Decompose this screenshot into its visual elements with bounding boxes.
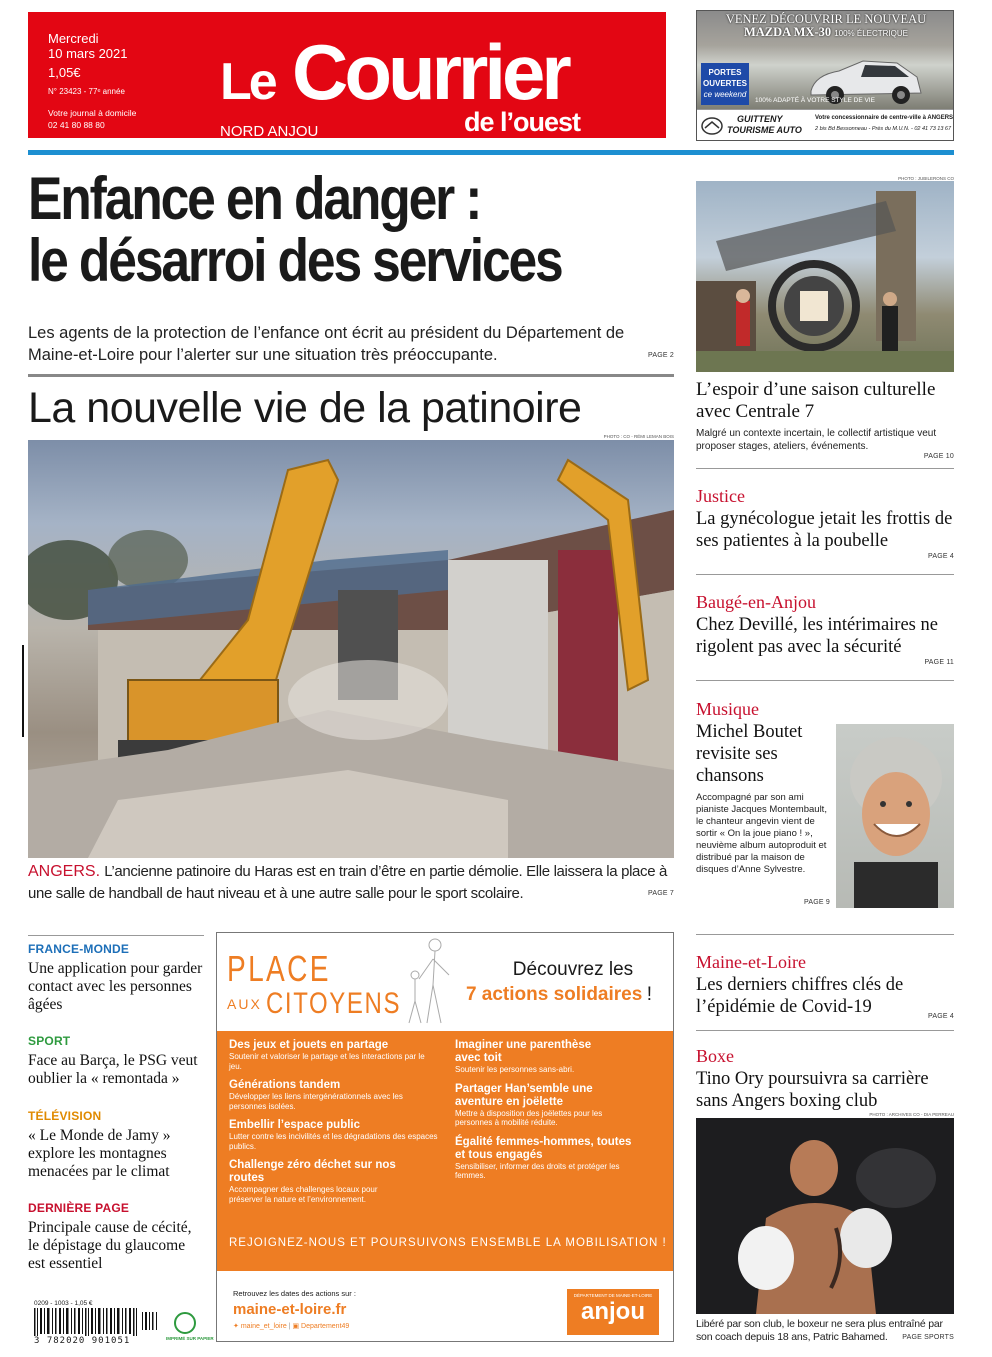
campaign-title2: AUX <box>227 996 262 1012</box>
citizens-illustration-icon <box>397 935 477 1027</box>
campaign-item-embellir[interactable] <box>229 1119 439 1151</box>
bauge-kicker: Baugé-en-Anjou <box>696 592 816 612</box>
campaign-item-title: Challenge zéro déchet sur nos routes <box>229 1159 396 1184</box>
centrale-text: Malgré un contexte incertain, le collectif artistique veut proposer stages, ateliers, événements. <box>696 428 937 452</box>
boxe-photo <box>696 1118 954 1314</box>
lead-page-ref[interactable]: PAGE 2 <box>648 352 674 359</box>
campaign-item-title: Partager Han’semble une aventure en joëlette <box>455 1082 593 1108</box>
demolition-scene-image <box>28 440 674 858</box>
brief-head-france-monde: FRANCE-MONDE <box>28 942 130 956</box>
campaign-item-parenthese[interactable] <box>455 1039 615 1075</box>
campaign-item-egalite[interactable] <box>455 1136 635 1181</box>
patinoire-headline[interactable]: La nouvelle vie de la patinoire <box>28 384 582 432</box>
lead-divider <box>28 374 674 377</box>
recycle-logo-icon <box>174 1312 196 1334</box>
masthead-phone: 02 41 80 88 80 <box>48 120 105 130</box>
ad-badge-line3: ce weekend <box>703 90 747 99</box>
campaign-facebook[interactable]: Departement49 <box>301 1323 350 1330</box>
campaign-item-zero-dechet[interactable] <box>229 1159 409 1204</box>
campaign-site-link[interactable]: maine-et-loire.fr <box>233 1301 347 1318</box>
patinoire-photo <box>28 440 674 858</box>
campaign-discover: Découvrez les <box>512 959 634 980</box>
twitter-icon: ✦ <box>233 1323 239 1330</box>
campaign-item-desc: Lutter contre les incivilités et les dégradations des espaces publics. <box>229 1132 438 1151</box>
campaign-ad[interactable] <box>216 932 674 1342</box>
maine-page-ref[interactable]: PAGE 4 <box>928 1013 954 1020</box>
justice-kicker: Justice <box>696 486 745 506</box>
campaign-item-jeux[interactable] <box>229 1039 439 1071</box>
ad-open-badge <box>701 63 749 105</box>
ad-dealer-address: 2 bis Bd Bessonneau - Près du M.U.N. - 02 41 73 13 67 <box>815 126 952 132</box>
campaign-item-desc: Soutenir les personnes sans-abri. <box>455 1065 575 1074</box>
campaign-item-desc: Accompagner des challenges locaux pour préserver la nature et l’environnement. <box>229 1185 378 1204</box>
centrale7-image <box>696 181 954 372</box>
barcode-price-line: 0209 - 1003 - 1,05 € <box>34 1300 93 1307</box>
lead-standfirst: Les agents de la protection de l’enfance ont écrit au président du Département de Maine-et-Loire pour l’alerter sur une situation très préoccupante. <box>28 324 625 364</box>
patinoire-caption-text: L’ancienne patinoire du Haras est en train d’être en partie démolie. Elle laissera la place à une salle de handball de haut niveau et à une autre salle pour le sport scolaire. <box>28 863 667 902</box>
campaign-twitter[interactable]: maine_et_loire <box>240 1323 287 1330</box>
campaign-item-desc: Sensibiliser, informer des droits et protéger les femmes. <box>455 1161 620 1180</box>
ad-tagline: 100% ADAPTÉ À VOTRE STYLE DE VIE <box>755 97 875 104</box>
maine-kicker: Maine-et-Loire <box>696 952 806 972</box>
masthead-home-delivery: Votre journal à domicile <box>48 108 137 118</box>
brief-text-television[interactable]: « Le Monde de Jamy » explore les montagnes menacées par le climat <box>28 1127 171 1180</box>
bauge-title[interactable]: Chez Devillé, les intérimaires ne rigolent pas avec la sécurité <box>696 615 938 657</box>
campaign-item-title: Embellir l’espace public <box>229 1119 361 1131</box>
campaign-orange-panel <box>217 1031 674 1271</box>
anjou-name: anjou <box>581 1298 645 1325</box>
campaign-actions: 7 actions solidaires <box>465 984 643 1005</box>
campaign-join: REJOIGNEZ-NOUS ET POURSUIVONS ENSEMBLE LA MOBILISATION ! <box>229 1237 667 1249</box>
separator: | <box>288 1323 293 1330</box>
logo-ouest: de l’ouest <box>464 107 581 137</box>
campaign-item-desc: Développer les liens intergénérationnels avec les personnes isolées. <box>229 1092 403 1111</box>
boxe-photo-credit: PHOTO : ARCHIVES CO - DIA PERREAU <box>869 1112 954 1117</box>
ad-badge-line2: OUVERTES <box>702 79 747 88</box>
recycle-label: IMPRIMÉ SUR PAPIER <box>166 1336 214 1341</box>
ad-dealer2: TOURISME AUTO <box>727 125 802 135</box>
boutet-photo <box>836 724 954 908</box>
ad-electric: 100% ÉLECTRIQUE <box>834 29 908 38</box>
campaign-item-desc: Mettre à disposition des joëlettes pour les personnes à mobilité réduite. <box>455 1108 603 1127</box>
facebook-icon: ▣ <box>292 1323 300 1330</box>
campaign-title1: PLACE <box>227 948 331 989</box>
campaign-excl: ! <box>646 984 653 1005</box>
patinoire-kicker: ANGERS. <box>28 863 101 880</box>
ad-dealer1: GUITTENY <box>737 114 783 124</box>
boxer-image <box>696 1118 954 1314</box>
portrait-image <box>836 724 954 908</box>
masthead-date: 10 mars 2021 <box>48 46 128 61</box>
sidebar-divider-3 <box>696 680 954 681</box>
patinoire-caption <box>28 861 678 905</box>
lead-headline-line1: Enfance en danger : <box>28 165 481 232</box>
sidebar-divider-1 <box>696 468 954 469</box>
ad-line1: VENEZ DÉCOUVRIR LE NOUVEAU <box>725 12 927 26</box>
sidebar-divider-2 <box>696 574 954 575</box>
campaign-item-generations[interactable] <box>229 1079 439 1111</box>
campaign-item-joelette[interactable] <box>455 1083 635 1128</box>
boxe-kicker: Boxe <box>696 1046 734 1066</box>
brief-text-sport[interactable]: Face au Barça, le PSG veut oublier la « remontada » <box>28 1052 198 1087</box>
boxe-caption: Libéré par son club, le boxeur ne sera plus entraîné par son coach depuis 18 ans, Patric Bahamed. <box>696 1318 943 1343</box>
edition-label: NORD ANJOU <box>220 123 319 140</box>
brief-head-derniere-page: DERNIÈRE PAGE <box>28 1201 130 1215</box>
maine-title[interactable]: Les derniers chiffres clés de l’épidémie de Covid-19 <box>696 975 904 1017</box>
centrale-page-ref[interactable]: PAGE 10 <box>923 453 954 460</box>
logo <box>218 26 638 140</box>
musique-text: Accompagné par son ami pianiste Jacques Montembault, le chanteur angevin vient de sortir « On la joue piano ! », neuvième album autoproduit et distribué par la maison de disques d’Anne Sylvestre. <box>696 792 827 875</box>
musique-page-ref[interactable]: PAGE 9 <box>804 899 830 906</box>
patinoire-page-ref[interactable]: PAGE 7 <box>648 890 674 897</box>
campaign-item-title: Générations tandem <box>229 1079 341 1091</box>
anjou-logo <box>567 1289 659 1335</box>
masthead-price: 1,05€ <box>48 65 81 80</box>
campaign-item-title: Imaginer une parenthèse avec toit <box>455 1039 592 1064</box>
masthead-issue: N° 23423 - 77ᵉ année <box>48 87 125 96</box>
brief-head-television: TÉLÉVISION <box>28 1109 102 1123</box>
mazda-logo-icon <box>701 117 723 135</box>
ad-footer <box>697 109 954 141</box>
centrale-photo <box>696 181 954 372</box>
campaign-dates: Retrouvez les dates des actions sur : <box>233 1289 356 1298</box>
campaign-item-title: Des jeux et jouets en partage <box>229 1039 389 1051</box>
ad-badge-line1: PORTES <box>708 68 742 77</box>
centrale-title[interactable]: L’espoir d’une saison culturelle avec Centrale 7 <box>696 379 936 422</box>
sidebar-divider-5 <box>696 1030 954 1031</box>
campaign-title3: CITOYENS <box>266 987 402 1020</box>
boxe-title[interactable]: Tino Ory poursuivra sa carrière sans Angers boxing club <box>696 1069 929 1111</box>
campaign-item-title: Égalité femmes-hommes, toutes et tous engagés <box>455 1135 632 1161</box>
anjou-dept-label: DÉPARTEMENT DE MAINE-ET-LOIRE <box>573 1293 653 1298</box>
musique-title[interactable]: Michel Boutet revisite ses chansons <box>696 722 803 786</box>
barcode-digits: 3 782020 901051 <box>34 1336 131 1346</box>
centrale-photo-credit: PHOTO : JUBILERONS CO <box>898 176 954 181</box>
masthead <box>28 12 666 138</box>
header-divider <box>28 150 954 155</box>
lead-headline-line2: le désarroi des services <box>28 227 562 294</box>
brief-text-france-monde[interactable]: Une application pour garder contact avec les personnes âgées <box>28 960 203 1013</box>
bauge-page-ref[interactable]: PAGE 11 <box>924 659 954 666</box>
campaign-item-desc: Soutenir et valoriser le partage et les interactions par le jeu. <box>229 1052 425 1071</box>
fold-mark <box>22 645 24 737</box>
boxe-page-ref[interactable]: PAGE SPORTS <box>902 1334 954 1341</box>
brief-head-sport: SPORT <box>28 1034 71 1048</box>
ad-dealer-info: Votre concessionnaire de centre-ville à ANGERS <box>815 115 954 121</box>
justice-title[interactable]: La gynécologue jetait les frottis de ses patientes à la poubelle <box>696 509 953 551</box>
patinoire-photo-credit: PHOTO : CO - RÉMI LEMAN BOIS <box>603 434 674 439</box>
brief-text-derniere-page[interactable]: Principale cause de cécité, le dépistage du glaucome est essentiel <box>28 1219 192 1272</box>
lead-headline[interactable] <box>28 165 587 294</box>
mazda-ad[interactable] <box>696 10 954 141</box>
justice-page-ref[interactable]: PAGE 4 <box>928 553 954 560</box>
masthead-day: Mercredi <box>48 31 99 46</box>
logo-le: Le <box>220 53 275 111</box>
logo-courrier: Courrier <box>292 28 568 116</box>
ad-model: MAZDA MX-30 <box>743 25 832 39</box>
musique-kicker: Musique <box>696 699 759 719</box>
sidebar-divider-4 <box>696 934 954 935</box>
